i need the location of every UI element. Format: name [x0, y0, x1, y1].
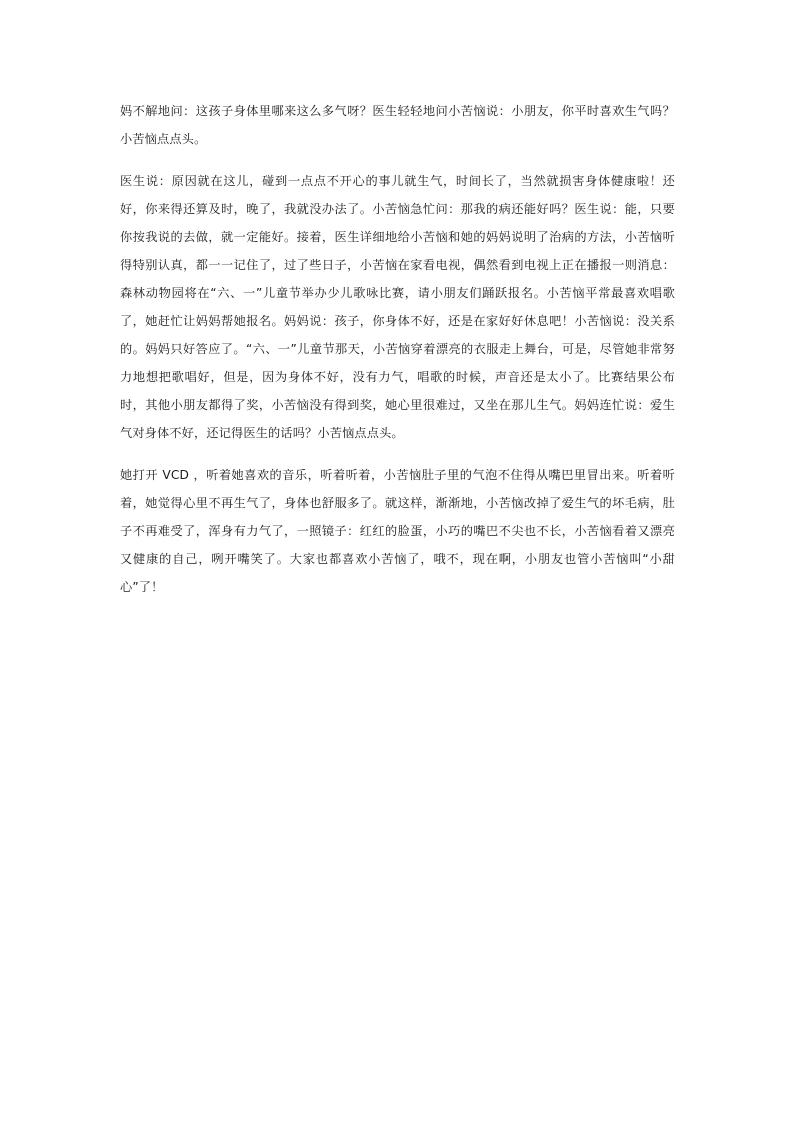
paragraph: 医生说：原因就在这儿，碰到一点点不开心的事儿就生气，时间长了，当然就损害身体健康啦！还好，你来得还算及时，晚了，我就没办法了。小苦恼急忙问：那我的病还能好吗？医生说：能，只要你按我说的去做，就一定能好。接着，医生详细地给小苦恼和她的妈妈说明了治病的方法，小苦恼听得特别认真，都一一记住了，过了些日子，小苦恼在家看电视，偶然看到电视上正在播报一则消息：森林动物园将在“六、一”儿童节举办少儿歌咏比赛，请小朋友们踊跃报名。小苦恼平常最喜欢唱歌了，她赶忙让妈妈帮她报名。妈妈说：孩子，你身体不好，还是在家好好休息吧！小苦恼说：没关系的。妈妈只好答应了。“六、一”儿童节那天，小苦恼穿着漂亮的衣服走上舞台，可是，尽管她非常努力地想把歌唱好，但是，因为身体不好，没有力气，唱歌的时候，声音还是太小了。比赛结果公布时，其他小朋友都得了奖，小苦恼没有得到奖，她心里很难过，又坐在那儿生气。妈妈连忙说：爱生气对身体不好，还记得医生的话吗？小苦恼点点头。 [120, 174, 675, 440]
paragraph: 她打开 VCD ，听着她喜欢的音乐，听着听着，小苦恼肚子里的气泡不住得从嘴巴里冒出来。听着听着，她觉得心里不再生气了，身体也舒服多了。就这样，渐渐地，小苦恼改掉了爱生气的坏毛病，肚子不再难受了，浑身有力气了，一照镜子：红红的脸蛋，小巧的嘴巴不尖也不长，小苦恼看着又漂亮又健康的自己，咧开嘴笑了。大家也都喜欢小苦恼了，哦不，现在啊，小朋友也管小苦恼叫“小甜心”了！ [120, 468, 675, 594]
paragraph: 妈不解地问：这孩子身体里哪来这么多气呀？医生轻轻地问小苦恼说：小朋友，你平时喜欢生气吗？小苦恼点点头。 [120, 104, 675, 146]
document-body [120, 97, 675, 615]
